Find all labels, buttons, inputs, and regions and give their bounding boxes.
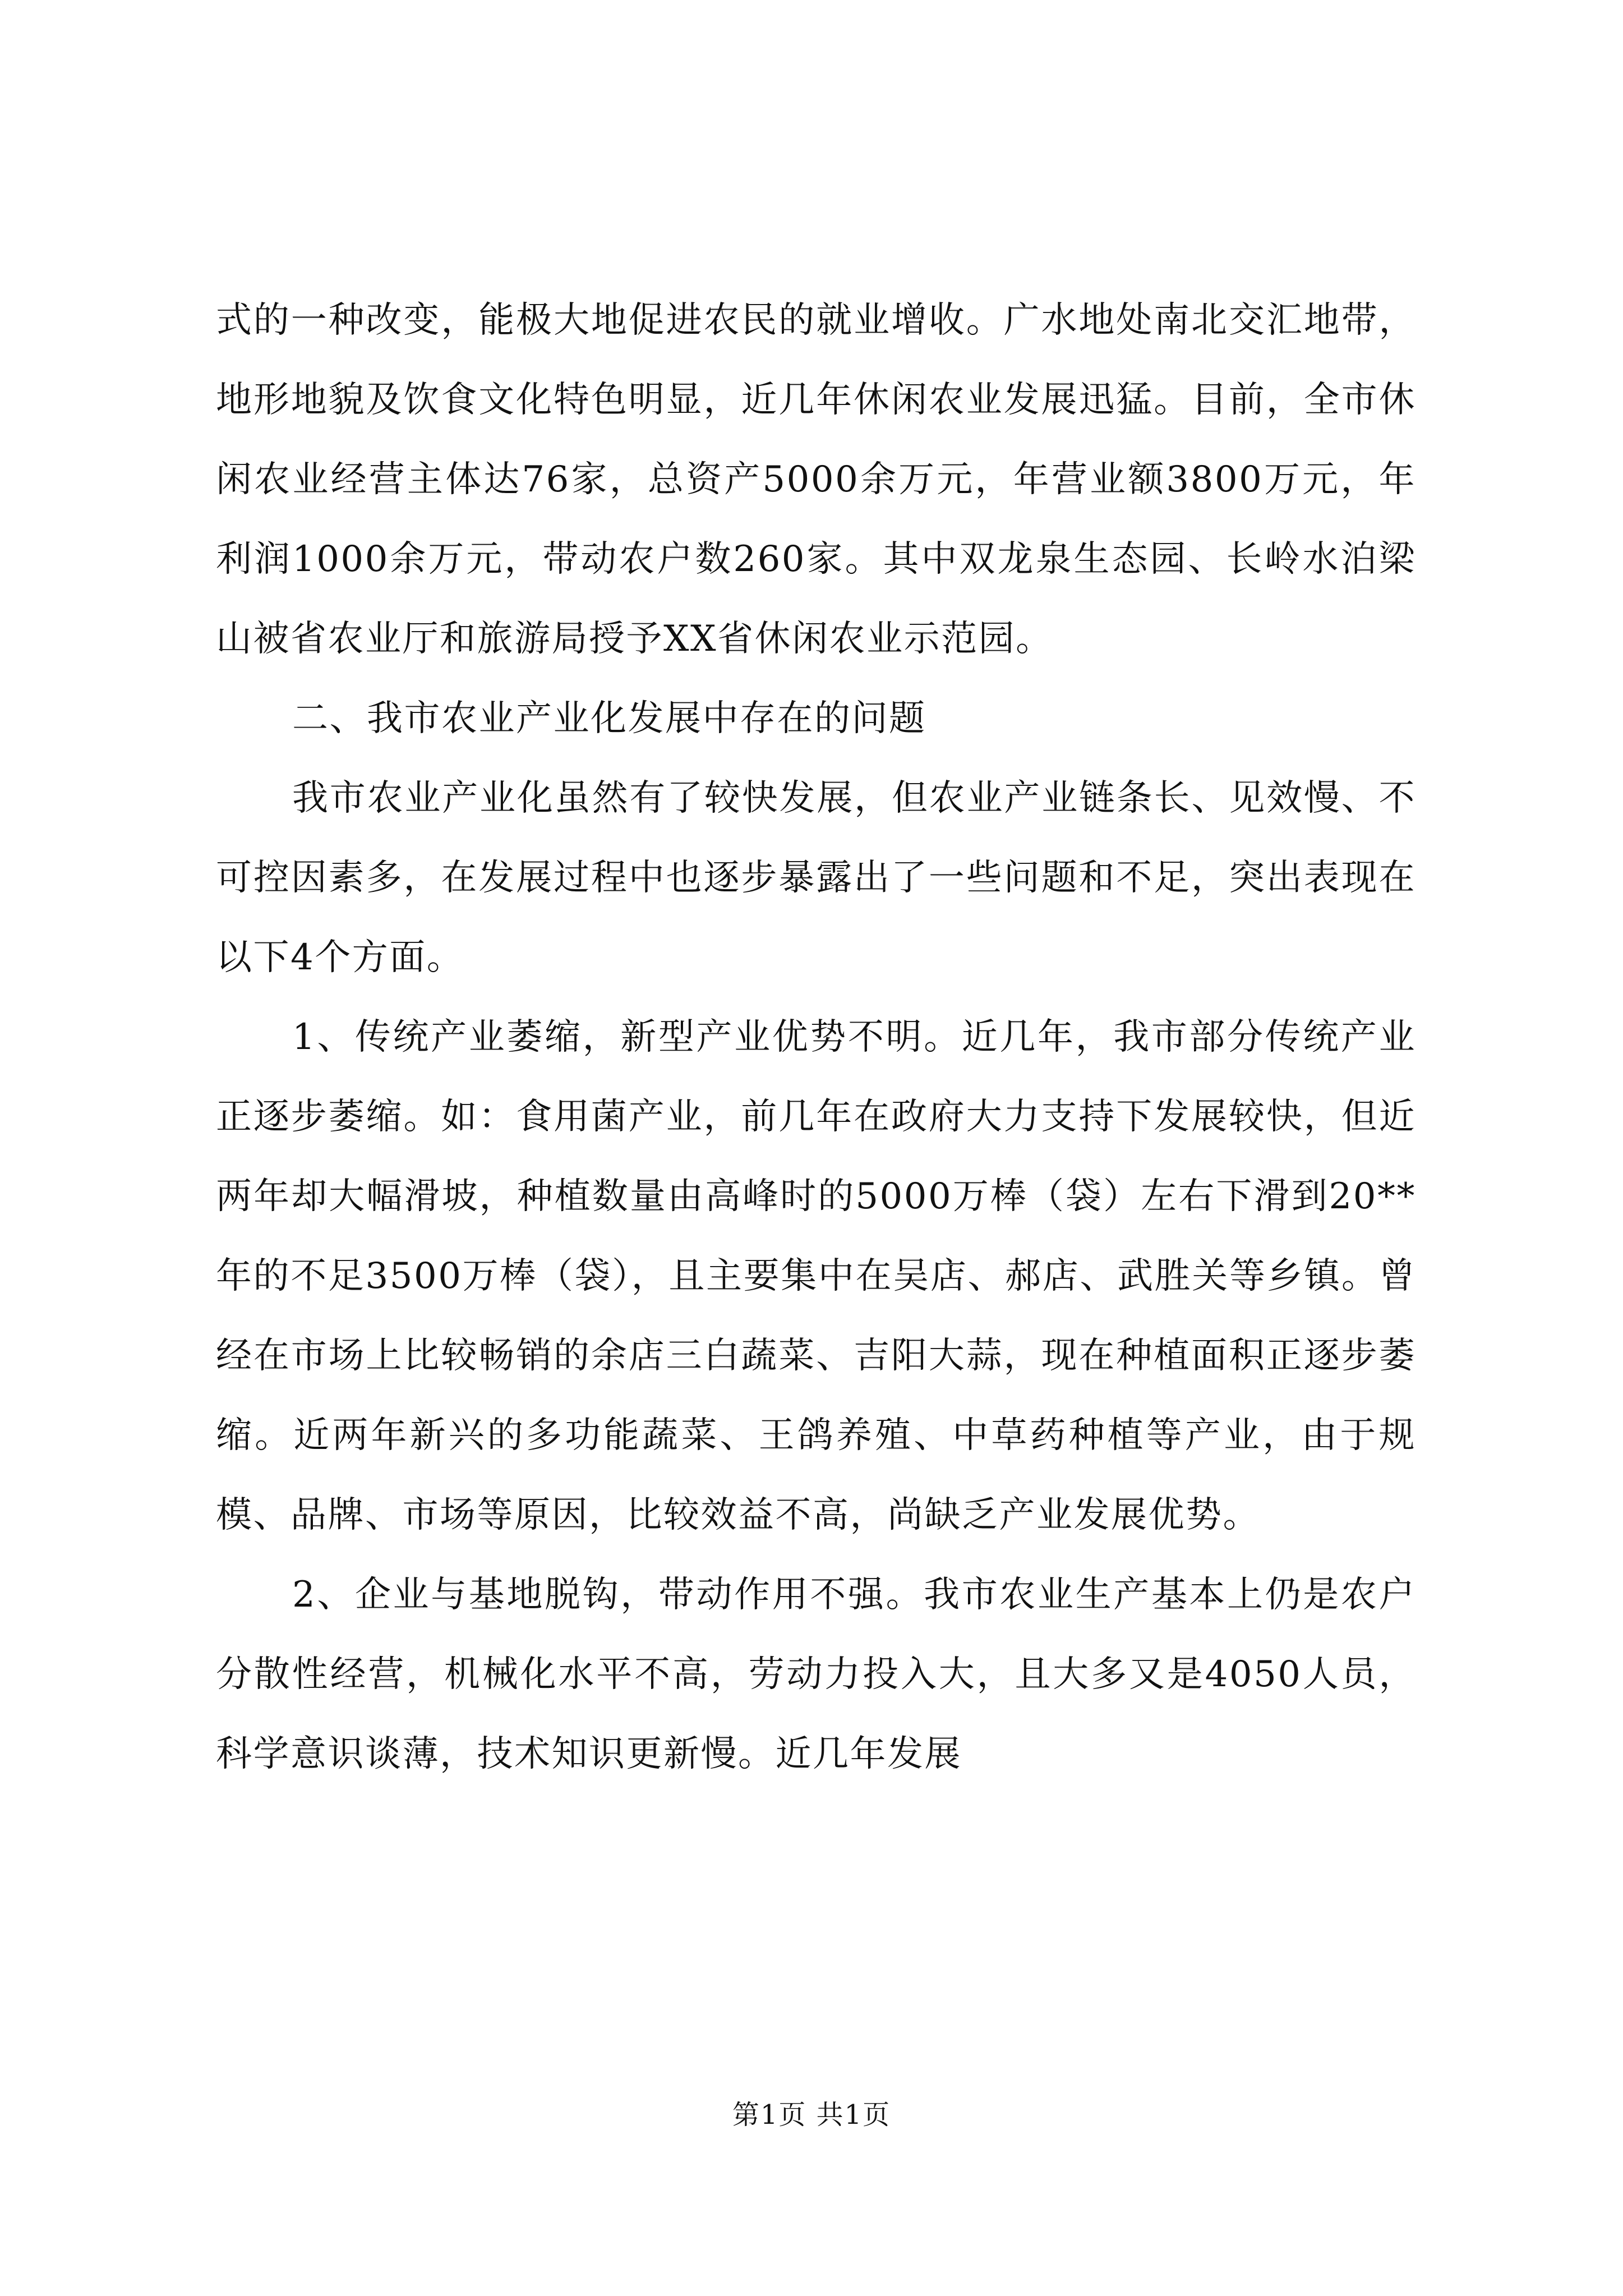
page-number-footer: 第1页 共1页 [732, 2099, 891, 2131]
document-body [216, 280, 1416, 1794]
section-heading: 二、我市农业产业化发展中存在的问题 [292, 698, 926, 739]
paragraph-continuation: 式的一种改变，能极大地促进农民的就业增收。广水地处南北交汇地带，地形地貌及饮食文化特色明显，近几年休闲农业发展迅猛。目前，全市休闲农业经营主体达76家，总资产5000余万元，年营业额3800万元，年利润1000余万元，带动农户数260家。其中双龙泉生态园、长岭水泊梁山被省农业厅和旅游局授予XX省休闲农业示范园。 [216, 300, 1416, 660]
paragraph-intro: 我市农业产业化虽然有了较快发展，但农业产业链条长、见效慢、不可控因素多，在发展过程中也逐步暴露出了一些问题和不足，突出表现在以下4个方面。 [216, 777, 1416, 978]
paragraph-point-1: 1、传统产业萎缩，新型产业优势不明。近几年，我市部分传统产业正逐步萎缩。如：食用菌产业，前几年在政府大力支持下发展较快，但近两年却大幅滑坡，种植数量由高峰时的5000万棒（袋）左右下滑到20**年的不足3500万棒（袋），且主要集中在吴店、郝店、武胜关等乡镇。曾经在市场上比较畅销的余店三白蔬菜、吉阳大蒜，现在种植面积正逐步萎缩。近两年新兴的多功能蔬菜、王鸽养殖、中草药种植等产业，由于规模、品牌、市场等原因，比较效益不高，尚缺乏产业发展优势。 [216, 1016, 1416, 1536]
paragraph-point-2: 2、企业与基地脱钩，带动作用不强。我市农业生产基本上仍是农户分散性经营，机械化水平不高，劳动力投入大，且大多又是4050人员，科学意识谈薄，技术知识更新慢。近几年发展 [216, 1574, 1416, 1775]
